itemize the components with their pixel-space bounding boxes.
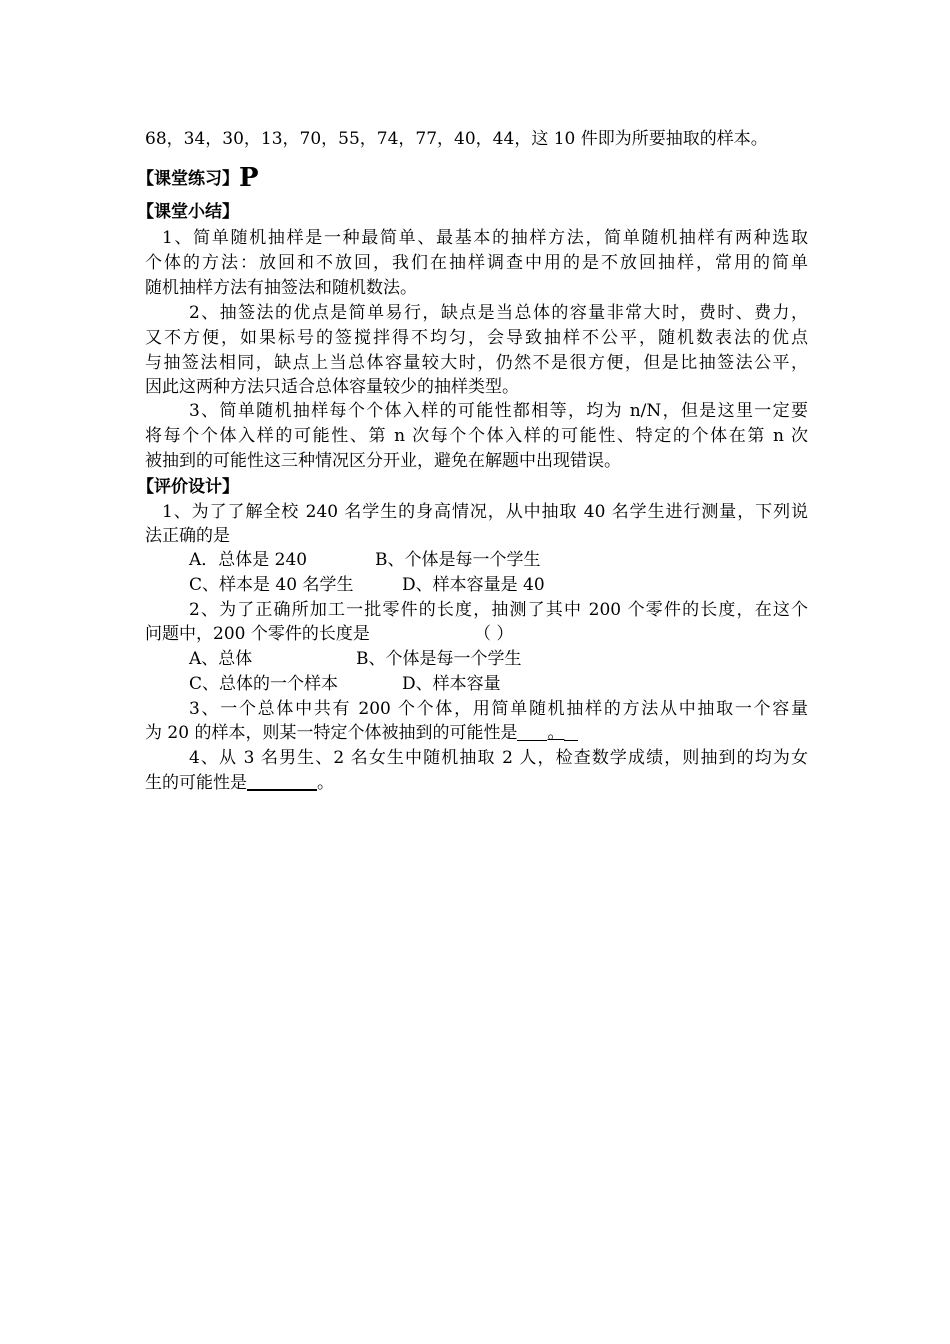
q1-line1: 1、为了了解全校 240 名学生的身高情况，从中抽取 40 名学生进行测量，下列说: [162, 502, 808, 522]
evaluation-heading: 【评价设计】: [137, 477, 239, 497]
q2-option-b: B、个体是每一个学生: [356, 649, 522, 669]
q1-option-d: D、样本容量是 40: [402, 575, 545, 595]
q4-line2: [145, 771, 334, 795]
q4-line1: 4、从 3 名男生、2 名女生中随机抽取 2 人，检查数学成绩，则抽到的均为女: [189, 748, 808, 768]
q2-option-c: C、总体的一个样本: [189, 674, 339, 694]
q4-line2-text: 生的可能性是: [145, 773, 247, 793]
summary-p3-line2: 将每个个体入样的可能性、第 n 次每个个体入样的可能性、特定的个体在第 n 次: [145, 426, 808, 446]
summary-p1-line3: 随机抽样方法有抽签法和随机数法。: [145, 278, 417, 298]
q3-answer-blank-tail: [564, 722, 578, 741]
sample-result-line: 68，34，30，13，70，55，74，77，40，44，这 10 件即为所要抽取的样本。: [145, 129, 768, 149]
q4-line2-end: 。: [317, 773, 334, 793]
practice-heading: 【课堂练习】: [137, 169, 239, 189]
summary-p2-line3: 与抽签法相同，缺点上当总体容量较大时，仍然不是很方便，但是比抽签法公平，: [145, 353, 808, 373]
q1-line2: 法正确的是: [145, 526, 230, 546]
q1-option-c: C、样本是 40 名学生: [189, 575, 354, 595]
q3-answer-blank[interactable]: [517, 722, 547, 741]
summary-p1-line2: 个体的方法：放回和不放回，我们在抽样调查中用的是不放回抽样，常用的简单: [145, 253, 808, 273]
q3-line1: 3、一个总体中共有 200 个个体，用简单随机抽样的方法从中抽取一个容量: [189, 699, 808, 719]
q2-answer-paren: （ ）: [474, 624, 514, 644]
q2-line1: 2、为了正确所加工一批零件的长度，抽测了其中 200 个零件的长度，在这个: [189, 600, 808, 620]
q3-line2-end: 。: [547, 723, 565, 743]
summary-p2-line1: 2、抽签法的优点是简单易行，缺点是当总体的容量非常大时，费时、费力，: [189, 303, 808, 323]
summary-p3-line3: 被抽到的可能性这三种情况区分开业，避免在解题中出现错误。: [145, 451, 621, 471]
summary-p1-line1: 1、简单随机抽样是一种最简单、最基本的抽样方法，简单随机抽样有两种选取: [162, 228, 808, 248]
q1-option-a: A．总体是 240: [189, 550, 308, 570]
practice-section: [137, 163, 259, 194]
q3-line2: [145, 721, 578, 745]
summary-p3-line1: 3、简单随机抽样每个个体入样的可能性都相等，均为 n/N，但是这里一定要: [189, 401, 808, 421]
practice-mark: P: [239, 163, 259, 193]
summary-p2-line4: 因此这两种方法只适合总体容量较少的抽样类型。: [145, 377, 519, 397]
q4-answer-blank[interactable]: [247, 771, 317, 791]
q2-option-a: A、总体: [189, 649, 253, 669]
q3-line2-text: 为 20 的样本，则某一特定个体被抽到的可能性是: [145, 723, 518, 743]
summary-heading: 【课堂小结】: [137, 202, 239, 222]
q2-option-d: D、样本容量: [402, 674, 501, 694]
summary-p2-line2: 又不方便，如果标号的签搅拌得不均匀，会导致抽样不公平，随机数表法的优点: [145, 328, 808, 348]
q2-line2: 问题中，200 个零件的长度是: [145, 624, 370, 644]
q1-option-b: B、个体是每一个学生: [375, 550, 541, 570]
